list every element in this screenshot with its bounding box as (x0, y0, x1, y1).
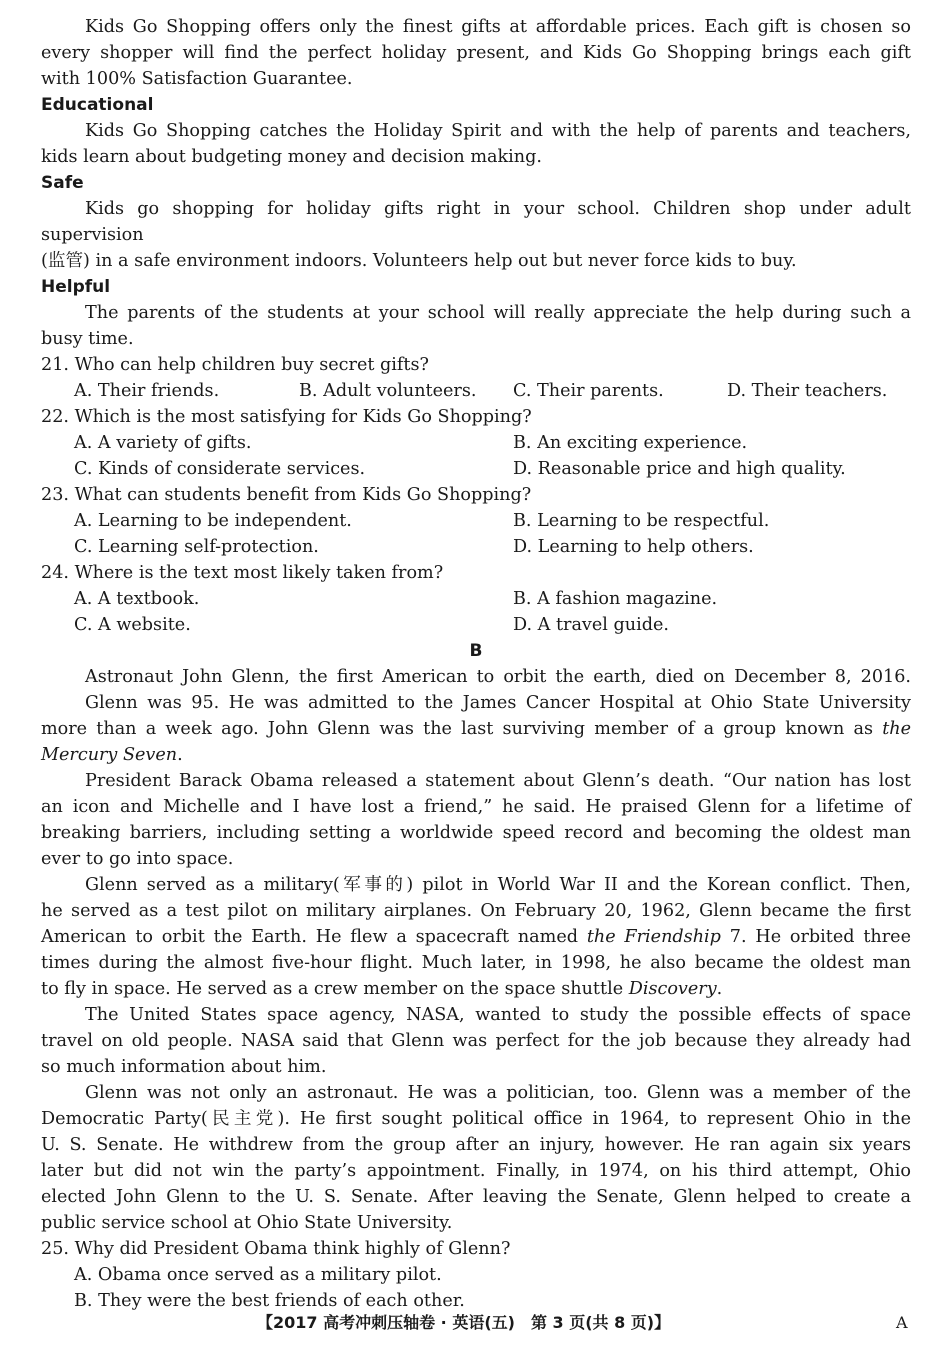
question-stem: 21. Who can help children buy secret gifts? (41, 355, 429, 375)
section-line: Kids go shopping for holiday gifts right in your school. Children shop under adult supervision (41, 199, 911, 245)
option: D. Learning to help others. (513, 537, 754, 557)
paragraph-line: American to orbit the Earth. He flew a spacecraft named the Friendship 7. He orbited three (41, 927, 911, 947)
page-footer (0, 1310, 950, 1336)
option: B. Learning to be respectful. (513, 511, 770, 531)
paragraph-line: elected John Glenn to the U. S. Senate. After leaving the Senate, Glenn helped to create a (41, 1187, 911, 1207)
paragraph-line: times during the almost five-hour flight. Much later, in 1998, he also became the oldest man (41, 953, 911, 973)
options-row (41, 508, 911, 534)
paragraph-line: President Barack Obama released a statement about Glenn’s death. “Our nation has lost (85, 771, 911, 791)
options-row (41, 378, 911, 404)
paragraph-line: public service school at Ohio State University. (41, 1213, 453, 1233)
option: A. A variety of gifts. (74, 433, 252, 453)
option: D. Reasonable price and high quality. (513, 459, 846, 479)
footer-title: 【2017 高考冲刺压轴卷 · 英语(五) 第 3 页(共 8 页)】 (257, 1313, 671, 1332)
question-stem: 23. What can students benefit from Kids Go Shopping? (41, 485, 532, 505)
option: B. Adult volunteers. (299, 381, 477, 401)
section-line: busy time. (41, 329, 134, 349)
section-heading: Safe (41, 173, 84, 193)
paragraph-line: to fly in space. He served as a crew member on the space shuttle Discovery. (41, 979, 723, 999)
paragraph-line: travel on old people. NASA said that Glenn was perfect for the job because they already had (41, 1031, 911, 1051)
option: C. Learning self-protection. (74, 537, 319, 557)
question-stem: 22. Which is the most satisfying for Kids Go Shopping? (41, 407, 532, 427)
paragraph-line: U. S. Senate. He withdrew from the group after an injury, however. He ran again six years (41, 1135, 911, 1155)
intro-line: with 100% Satisfaction Guarantee. (41, 69, 353, 89)
section-heading: Educational (41, 95, 154, 115)
version-label: A (896, 1313, 908, 1332)
section-line: Kids Go Shopping catches the Holiday Spirit and with the help of parents and teachers, (85, 121, 911, 141)
paragraph-line: later but did not win the party’s appointment. Finally, in 1974, on his third attempt, Ohio (41, 1161, 911, 1181)
paragraph-line: breaking barriers, including setting a worldwide speed record and becoming the oldest man (41, 823, 911, 843)
option: A. Obama once served as a military pilot. (74, 1265, 442, 1285)
section-line: (监管) in a safe environment indoors. Volunteers help out but never force kids to buy. (41, 251, 797, 271)
paragraph-line: Glenn was not only an astronaut. He was a politician, too. Glenn was a member of the (85, 1083, 911, 1103)
intro-line: every shopper will find the perfect holiday present, and Kids Go Shopping brings each gift (41, 43, 911, 63)
section-line: The parents of the students at your school will really appreciate the help during such a (85, 303, 911, 323)
options-row (41, 534, 911, 560)
options-row (41, 430, 911, 456)
option: C. Kinds of considerate services. (74, 459, 366, 479)
paragraph-line: more than a week ago. John Glenn was the last surviving member of a group known as the (41, 719, 912, 739)
question-stem: 24. Where is the text most likely taken from? (41, 563, 444, 583)
option: D. Their teachers. (727, 381, 888, 401)
option: C. A website. (74, 615, 191, 635)
passage-label: B (469, 641, 483, 661)
paragraph-line: Democratic Party(民主党). He first sought political office in 1964, to represent Ohio in the (41, 1109, 911, 1129)
paragraph-line: Mercury Seven. (41, 745, 183, 765)
option: B. They were the best friends of each other. (74, 1291, 465, 1311)
paragraph-line: Glenn served as a military(军事的) pilot in World War II and the Korean conflict. Then, (85, 875, 911, 895)
question-stem: 25. Why did President Obama think highly of Glenn? (41, 1239, 511, 1259)
option: A. Their friends. (74, 381, 220, 401)
options-row (41, 456, 911, 482)
paragraph-line: an icon and Michelle and I have lost a friend,” he said. He praised Glenn for a lifetime of (41, 797, 911, 817)
paragraph-line: so much information about him. (41, 1057, 327, 1077)
paragraph-line: Glenn was 95. He was admitted to the James Cancer Hospital at Ohio State University (85, 693, 911, 713)
paragraph-line: The United States space agency, NASA, wanted to study the possible effects of space (85, 1005, 911, 1025)
options-row (41, 586, 911, 612)
paragraph-line: Astronaut John Glenn, the first American to orbit the earth, died on December 8, 2016. (85, 667, 911, 687)
section-heading: Helpful (41, 277, 111, 297)
option: A. Learning to be independent. (74, 511, 352, 531)
options-row (41, 1262, 911, 1288)
paragraph-line: he served as a test pilot on military airplanes. On February 20, 1962, Glenn became the first (41, 901, 911, 921)
paragraph-line: ever to go into space. (41, 849, 234, 869)
exam-page (41, 14, 911, 1314)
option: A. A textbook. (74, 589, 200, 609)
section-line: kids learn about budgeting money and decision making. (41, 147, 542, 167)
option: B. A fashion magazine. (513, 589, 718, 609)
option: C. Their parents. (513, 381, 664, 401)
option: B. An exciting experience. (513, 433, 748, 453)
option: D. A travel guide. (513, 615, 669, 635)
options-row (41, 612, 911, 638)
intro-line: Kids Go Shopping offers only the finest gifts at affordable prices. Each gift is chosen so (85, 17, 911, 37)
